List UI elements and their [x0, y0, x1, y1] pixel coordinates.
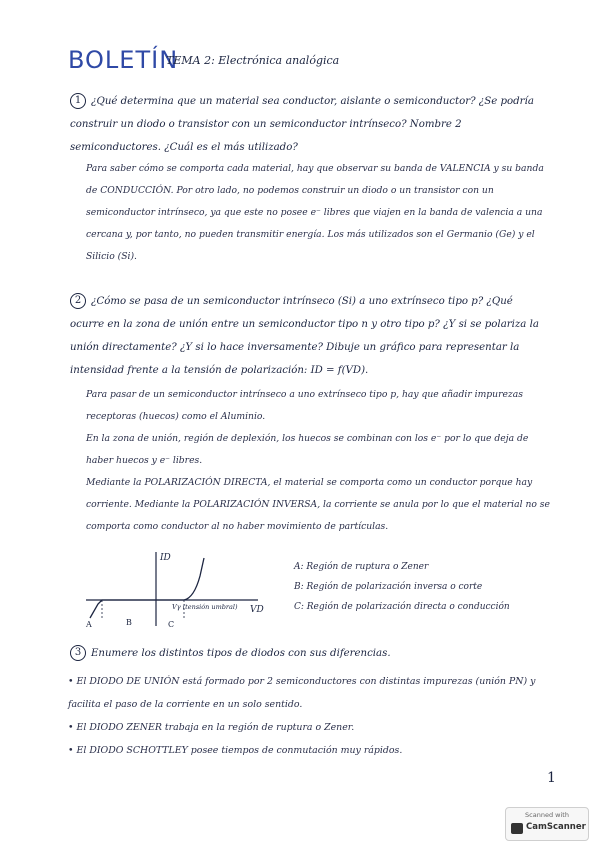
region-c-label: C	[168, 620, 175, 629]
x-axis-label: VD	[250, 605, 264, 615]
answer-2-p1: Para pasar de un semiconductor intrínseco a uno extrínseco tipo p, hay que añadir impurezas receptoras (huecos) como el Aluminio.	[86, 389, 523, 422]
question-3	[70, 642, 550, 665]
page-number: 1	[547, 770, 556, 786]
question-1	[70, 90, 550, 159]
question-number-3: 3	[70, 645, 86, 661]
question-1-text: ¿Qué determina que un material sea conductor, aislante o semiconductor? ¿Se podría construir un diodo o transistor con un semiconductor intrínseco? Nombre 2 semiconductores. ¿Cuál es el más utilizado?	[70, 96, 534, 153]
question-number-1: 1	[70, 93, 86, 109]
answer-2-p2: En la zona de unión, región de deplexión, los huecos se combinan con los e⁻ por lo que deja de haber huecos y e⁻ libres.	[86, 433, 529, 466]
badge-line1: Scanned with	[525, 811, 569, 819]
legend-a: A: Región de ruptura o Zener	[294, 562, 429, 572]
legend-b: B: Región de polarización inversa o corte	[294, 582, 483, 592]
diode-iv-graph	[76, 548, 276, 630]
question-number-2: 2	[70, 293, 86, 309]
camscanner-logo-icon	[511, 823, 523, 834]
page-subtitle: TEMA 2: Electrónica analógica	[166, 54, 340, 67]
list-item: • El DIODO SCHOTTLEY posee tiempos de conmutación muy rápidos.	[68, 745, 403, 756]
question-3-text: Enumere los distintos tipos de diodos con sus diferencias.	[91, 648, 391, 659]
list-item: • El DIODO DE UNIÓN está formado por 2 semiconductores con distintas impurezas (unión PN) y facilita el paso de la corriente en un solo sentido.	[68, 676, 536, 710]
question-2-text: ¿Cómo se pasa de un semiconductor intrínseco (Si) a uno extrínseco tipo p? ¿Qué ocurre en la zona de unión entre un semiconductor tipo n y otro tipo p? ¿Y si se polariza la unión directamente? ¿Y si lo hace inversamente? Dibuje un gráfico para representar la intensidad frente a la tensión de polarización: ID = f(VD).	[70, 296, 539, 376]
answer-1	[86, 158, 554, 268]
badge-line2: CamScanner	[526, 822, 586, 832]
camscanner-badge	[505, 807, 589, 841]
answer-2	[86, 384, 554, 538]
question-2	[70, 290, 550, 382]
y-axis-label: ID	[160, 553, 171, 563]
list-item: • El DIODO ZENER trabaja en la región de ruptura o Zener.	[68, 722, 355, 733]
vumbral-label: Vγ (tensión umbral)	[172, 603, 238, 611]
region-a-label: A	[86, 620, 92, 629]
legend-c: C: Región de polarización directa o conducción	[294, 602, 510, 612]
graph-legend	[294, 557, 564, 617]
page-title: BOLETÍN	[68, 46, 179, 74]
answer-1-text: Para saber cómo se comporta cada material, hay que observar su banda de VALENCIA y su banda de CONDUCCIÓN. Por otro lado, no podemos construir un diodo o un transistor con un semiconductor intrínseco, ya que este no posee e⁻ libres que viajen en la banda de valencia a una cercana y, por tanto, no pueden transmitir energía. Los más utilizados son el Germanio (Ge) y el Silicio (Si).	[86, 163, 544, 262]
diode-types-list	[68, 670, 554, 762]
region-b-label: B	[126, 618, 132, 627]
answer-2-p3: Mediante la POLARIZACIÓN DIRECTA, el material se comporta como un conductor porque hay corriente. Mediante la POLARIZACIÓN INVERSA, la corriente se anula por lo que el material no se comporta como conductor al no haber movimiento de partículas.	[86, 477, 550, 532]
